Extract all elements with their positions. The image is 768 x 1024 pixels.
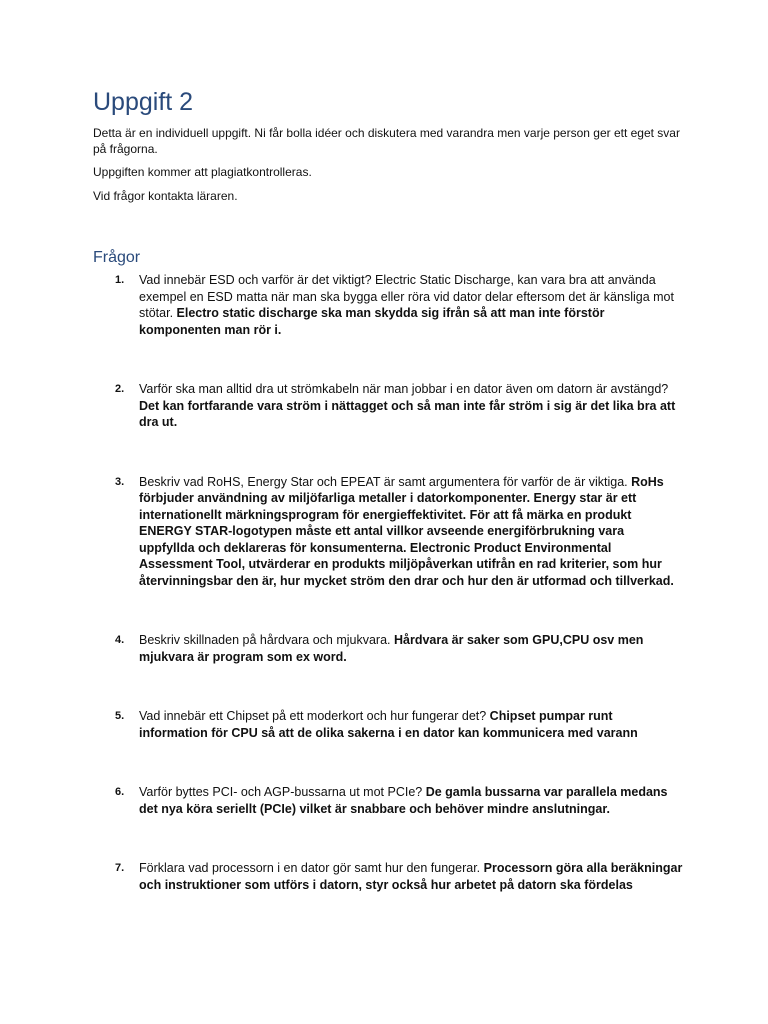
section-heading-fragor: Frågor [93,249,141,266]
question-text: Beskriv skillnaden på hårdvara och mjukvara. [139,633,394,647]
question-number: 4. [115,634,125,646]
question-number: 5. [115,710,125,722]
answer-text: Hårdvara är saker som GPU,CPU osv men mjukvara är program som ex word. [139,633,644,664]
question-number: 3. [115,475,125,488]
answer-text: Det kan fortfarande vara ström i nättagget och så man inte får ström i sig är det lika bra att dra ut. [139,398,676,429]
question-text: Vad innebär ett Chipset på ett moderkort och hur fungerar det? [139,709,490,723]
question-item-4 [93,632,683,665]
question-number: 2. [115,383,125,395]
page-title: Uppgift 2 [93,88,194,116]
answer-text: Processorn göra alla beräkningar och instruktioner som utförs i datorn, styr också hur arbetet på datorn ska fördelas [139,861,683,892]
question-text: Förklara vad processorn i en dator gör samt hur den fungerar. [139,861,484,875]
question-text: Varför ska man alltid dra ut strömkabeln när man jobbar i en dator även om datorn är avstängd? [139,382,669,396]
question-list [93,272,683,893]
question-number: 7. [115,862,125,874]
document-page [93,86,683,893]
question-item-3 [93,474,683,590]
question-text: Beskriv vad RoHS, Energy Star och EPEAT är samt argumentera för varför de är viktiga. [139,474,632,489]
question-text: Varför byttes PCI- och AGP-bussarna ut mot PCIe? [139,785,426,799]
question-item-7 [93,860,683,893]
question-text: Vad innebär ESD och varför är det viktigt? Electric Static Discharge, kan vara bra att använda exempel en ESD matta när man ska bygga eller röra vid dator delar eftersom det är känsliga mot stötar. [139,273,674,320]
answer-text: Electro static discharge ska man skydda sig ifrån så att man inte förstör komponenten man rör i. [139,306,605,337]
answer-text: RoHs förbjuder användning av miljöfarliga metaller i datorkomponenter. Energy star är ett internationellt märkningsprogram för energieffektivitet. För att få märka en produkt ENERGY STAR-logotypen måste ett antal villkor avseende energiförbrukning vara uppfyllda och deklareras för konsumenterna. Electronic Product Environmental Assessment Tool, utvärderar en produkts miljöpåverkan utifrån en rad kriterier, som hur återvinningsbar den är, hur mycket ström den drar och hur den är utformad och tillverkad. [139,474,674,588]
intro-paragraph-1: Detta är en individuell uppgift. Ni får bolla idéer och diskutera med varandra men varje person ger ett eget svar på frågorna. [93,126,680,156]
answer-text: De gamla bussarna var parallela medans det nya köra seriellt (PCIe) vilket är snabbare och behöver mindre anslutningar. [139,785,668,816]
intro-paragraph-2: Uppgiften kommer att plagiatkontrolleras. [93,165,312,179]
question-number: 6. [115,786,125,798]
answer-text: Chipset pumpar runt information för CPU så att de olika sakerna i en dator kan kommunicera med varann [139,709,638,740]
question-number: 1. [115,274,125,286]
question-item-2 [93,381,683,431]
question-item-1 [93,272,683,338]
question-item-5 [93,708,683,741]
intro-paragraph-3: Vid frågor kontakta läraren. [93,188,238,203]
question-item-6 [93,784,683,817]
